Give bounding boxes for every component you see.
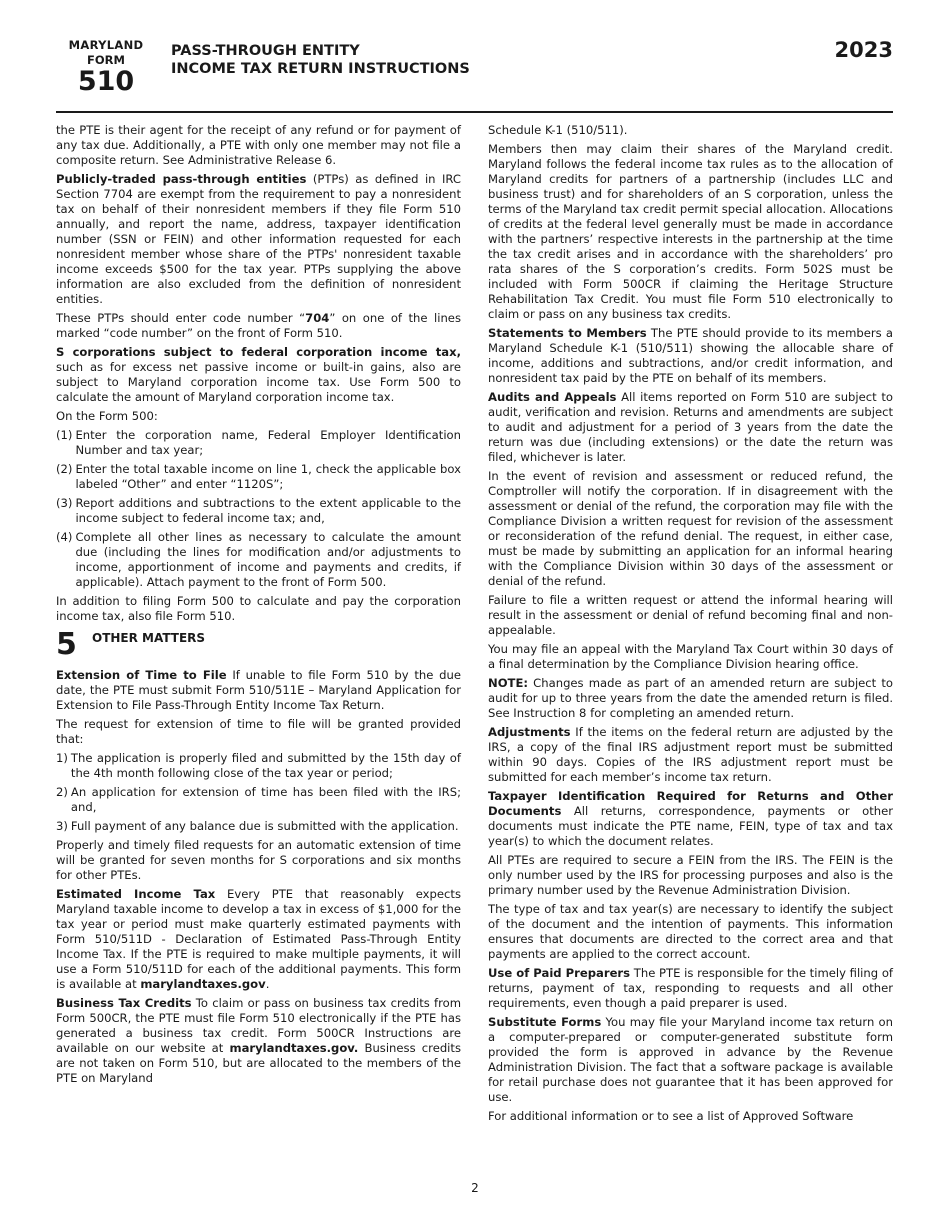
credits-link[interactable]: marylandtaxes.gov. xyxy=(229,1041,359,1055)
tax-year: 2023 xyxy=(834,38,893,62)
paragraph-on500: On the Form 500: xyxy=(56,409,158,423)
right-column xyxy=(488,123,893,1128)
note-body: Changes made as part of an amended return are subject to audit for up to three years from the date the amended return is filed. See Instruction 8 for completing an amended return. xyxy=(488,676,893,720)
preparers-heading: Use of Paid Preparers xyxy=(488,966,631,980)
list-marker: (1) xyxy=(56,428,73,442)
substitute-body: You may file your Maryland income tax return on a computer-prepared or computer-generated substitute form provided the form is approved in advance by the Revenue Administration Division. The fact that a software package is available for retail purchase does not guarantee that it has been approved for use. xyxy=(488,1015,893,1104)
paragraph-type: The type of tax and tax year(s) are necessary to identify the subject of the document and the intention of payments. This information ensures that documents are directed to the correct area and that payments are applied to the correct account. xyxy=(488,902,893,961)
preparers-body: The PTE is responsible for the timely filing of returns, payment of tax, responding to requests and all other requirements, even though a paid preparer is used. xyxy=(488,966,893,1010)
statements-body: The PTE should provide to its members a Maryland Schedule K-1 (510/511) showing the allocable share of income, additions and subtractions, and/or credit information, and nonresident tax paid by the PTE on behalf of its members. xyxy=(488,326,893,385)
credits-body-1: To claim or pass on business tax credits from Form 500CR, the PTE must file Form 510 electronically if the PTE has generated a business tax credit. Form 500CR Instructions are available on our website at xyxy=(56,996,461,1055)
adjustments-heading: Adjustments xyxy=(488,725,571,739)
form-state: MARYLAND xyxy=(68,38,144,52)
document-title xyxy=(171,42,470,78)
paragraph-statements xyxy=(488,326,893,386)
paragraph-agent: the PTE is their agent for the receipt of any refund or for payment of any tax due. Additionally, a PTE with only one member may not file a composite return. See Administrative Release 6. xyxy=(56,123,461,167)
statements-heading: Statements to Members xyxy=(488,326,647,340)
left-column xyxy=(56,123,461,1090)
ptp-heading: Publicly-traded pass-through entities xyxy=(56,172,307,186)
title-line-2: INCOME TAX RETURN INSTRUCTIONS xyxy=(171,61,470,77)
paragraph-appeal: You may file an appeal with the Maryland Tax Court within 30 days of a final determination by the Compliance Division hearing office. xyxy=(488,642,893,671)
audits-body: All items reported on Form 510 are subject to audit, verification and revision. Returns and amendments are subject to audit and adjustment for a period of 3 years from the date the return was due (including extensions) or the date the return was filed, whichever is later. xyxy=(488,390,893,464)
list-item xyxy=(56,462,461,492)
credits-body-2: Business credits are not taken on Form 510, but are allocated to the members of the PTE on Maryland xyxy=(56,1041,461,1085)
section-heading xyxy=(56,628,461,662)
list-item xyxy=(56,530,461,590)
paragraph-substitute xyxy=(488,1015,893,1105)
paragraph-note xyxy=(488,676,893,721)
list-marker: 3) xyxy=(56,819,68,833)
audits-heading: Audits and Appeals xyxy=(488,390,617,404)
form-number: 510 xyxy=(77,66,135,97)
paragraph-additional: For additional information or to see a list of Approved Software xyxy=(488,1109,854,1123)
list-text: Full payment of any balance due is submitted with the application. xyxy=(70,819,459,833)
section-number: 5 xyxy=(56,627,77,662)
estimated-heading: Estimated Income Tax xyxy=(56,887,216,901)
list-marker: (2) xyxy=(56,462,73,476)
header-divider xyxy=(56,111,893,113)
list-item xyxy=(56,751,461,781)
extension-heading: Extension of Time to File xyxy=(56,668,227,682)
estimated-body: Every PTE that reasonably expects Maryland taxable income to develop a tax in excess of $1,000 for the tax year or period must make quarterly estimated payments with Form 510/511D - Declaration of Estimated Pass-Through Entity Income Tax. If the PTE is required to make multiple payments, it will use a Form 510/511D for each of the additional payments. This form is available at xyxy=(56,887,461,991)
paragraph-k1: Schedule K-1 (510/511). xyxy=(488,123,628,137)
paragraph-preparers xyxy=(488,966,893,1011)
paragraph-scorp xyxy=(56,345,461,405)
estimated-end: . xyxy=(265,977,270,991)
paragraph-ptp xyxy=(56,172,461,307)
section-title: OTHER MATTERS xyxy=(92,631,206,645)
paragraph-code xyxy=(56,311,461,341)
paragraph-credits xyxy=(56,996,461,1086)
paragraph-audits xyxy=(488,390,893,465)
paragraph-adjustments xyxy=(488,725,893,785)
extension-body: If unable to file Form 510 by the due date, the PTE must submit Form 510/511E – Maryland Application for Extension to File Pass-Through Entity Income Tax Return. xyxy=(56,668,461,712)
scorp-body: such as for excess net passive income or built-in gains, also are subject to Maryland corporation income tax. Use Form 500 to calculate the amount of Maryland corporation income tax. xyxy=(56,360,461,404)
code-pre: These PTPs should enter code number “ xyxy=(56,311,306,325)
credits-heading: Business Tax Credits xyxy=(56,996,192,1010)
list-marker: (4) xyxy=(56,530,73,544)
list-marker: 2) xyxy=(56,785,68,799)
list-item xyxy=(56,819,461,834)
list-text: Enter the total taxable income on line 1, check the applicable box labeled “Other” and enter “1120S”; xyxy=(75,462,461,491)
form-identifier xyxy=(56,38,156,97)
list-text: Enter the corporation name, Federal Employer Identification Number and tax year; xyxy=(75,428,461,457)
list-text: An application for extension of time has been filed with the IRS; and, xyxy=(70,785,461,814)
paragraph-fein: All PTEs are required to secure a FEIN from the IRS. The FEIN is the only number used by the IRS for processing purposes and also is the primary number used by the Revenue Administration Division. xyxy=(488,853,893,897)
ptp-body: (PTPs) as defined in IRC Section 7704 are exempt from the requirement to pay a nonresident tax on behalf of their nonresident members if they file Form 510 annually, and report the name, address, taxpayer identification number (SSN or FEIN) and other information requested for each nonresident member whose share of the PTPs' nonresident taxable income exceeds $500 for the tax year. PTPs supplying the above information are also excluded from the definition of nonresident entities. xyxy=(56,172,461,306)
paragraph-request: The request for extension of time to file will be granted provided that: xyxy=(56,717,461,746)
list-item xyxy=(56,785,461,815)
paragraph-extension xyxy=(56,668,461,713)
paragraph-estimated xyxy=(56,887,461,992)
paragraph-addition: In addition to filing Form 500 to calculate and pay the corporation income tax, also file Form 510. xyxy=(56,594,461,623)
list-text: Complete all other lines as necessary to calculate the amount due (including the lines for modification and/or adjustments to income, apportionment of income and payments and credits, if applicable). Attach payment to the front of Form 500. xyxy=(75,530,461,589)
list-item xyxy=(56,428,461,458)
note-heading: NOTE: xyxy=(488,676,529,690)
form-word: FORM xyxy=(87,53,125,67)
list-marker: 1) xyxy=(56,751,68,765)
page-header xyxy=(56,38,893,110)
list-marker: (3) xyxy=(56,496,73,510)
title-line-1: PASS-THROUGH ENTITY xyxy=(171,43,360,59)
scorp-heading: S corporations subject to federal corporation income tax, xyxy=(56,345,461,359)
paragraph-revision: In the event of revision and assessment or reduced refund, the Comptroller will notify the corporation. If in disagreement with the assessment or denial of the refund, the corporation may file with the Compliance Division a written request for revision of the assessment or reconsideration of the refund denial. The request, in either case, must be made by submitting an application for an informal hearing with the Compliance Division within 30 days of the assessment or denial of the refund. xyxy=(488,469,893,588)
substitute-heading: Substitute Forms xyxy=(488,1015,602,1029)
adjustments-body: If the items on the federal return are adjusted by the IRS, a copy of the final IRS adjustment report must be submitted within 90 days. Copies of the IRS adjustment report must be submitted for each member’s income tax return. xyxy=(488,725,893,784)
list-text: Report additions and subtractions to the extent applicable to the income subject to federal income tax; and, xyxy=(75,496,461,525)
code-post: ” on one of the lines marked “code number” on the front of Form 510. xyxy=(56,311,461,340)
paragraph-members: Members then may claim their shares of the Maryland credit. Maryland follows the federal income tax rules as to the allocation of Maryland credits for partners of a partnership (includes LLC and business trust) and for shareholders of an S corporation, unless the terms of the Maryland tax credit permit special allocation. Allocations of credits at the federal level generally must be made in accordance with the partners’ respective interests in the partnership at the time the tax credit arises and in accordance with the shareholders’ pro rata shares of the S corporation’s credits. Form 502S must be included with Form 500CR if claiming the Heritage Structure Rehabilitation Tax Credit. You must file Form 510 electronically to claim or pass on any business tax credits. xyxy=(488,142,893,321)
tin-heading: Taxpayer Identification Required for Returns and Other Documents xyxy=(488,789,893,818)
paragraph-timely: Properly and timely filed requests for an automatic extension of time will be granted for seven months for S corporations and six months for other PTEs. xyxy=(56,838,461,882)
code-number: 704 xyxy=(305,311,330,325)
tin-body: All returns, correspondence, payments or other documents must indicate the PTE name, FEIN, type of tax and tax year(s) to which the document relates. xyxy=(488,804,893,848)
list-text: The application is properly filed and submitted by the 15th day of the 4th month following close of the tax year or period; xyxy=(70,751,461,780)
estimated-link[interactable]: marylandtaxes.gov xyxy=(140,977,266,991)
list-item xyxy=(56,496,461,526)
page-number: 2 xyxy=(471,1181,479,1195)
paragraph-failure: Failure to file a written request or attend the informal hearing will result in the assessment or denial of refund becoming final and non-appealable. xyxy=(488,593,893,637)
paragraph-tin xyxy=(488,789,893,849)
